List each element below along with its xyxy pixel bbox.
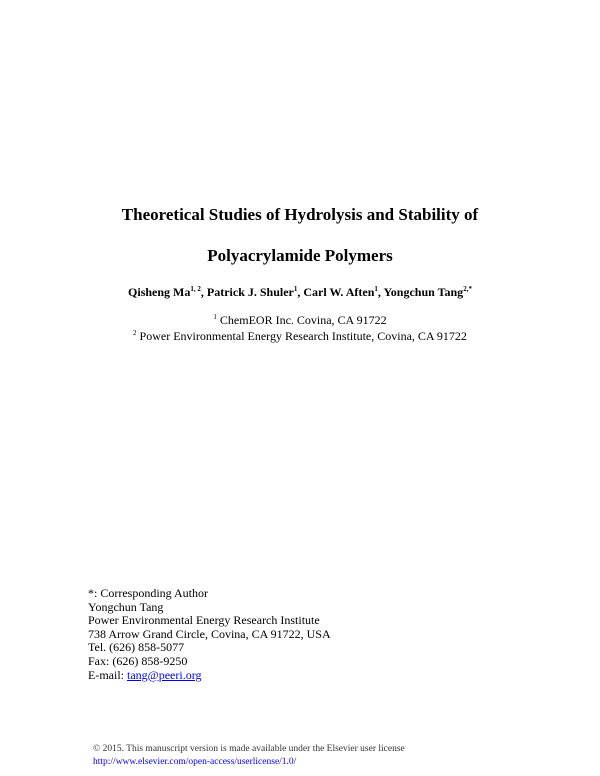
corresponding-author-tel: Tel. (626) 858-5077 <box>88 640 185 655</box>
author-name: Carl W. Aften <box>303 285 375 299</box>
affiliation-mark: 2 <box>133 329 137 337</box>
corresponding-author-heading: *: Corresponding Author <box>88 586 208 600</box>
author-name: Yongchun Tang <box>383 285 464 299</box>
license-url-link[interactable]: http://www.elsevier.com/open-access/userlicense/1.0/ <box>93 757 297 767</box>
affiliation-text: ChemEOR Inc. Covina, CA 91722 <box>219 313 387 327</box>
author-name: Qisheng Ma <box>128 285 191 299</box>
license-text: © 2015. This manuscript version is made available under the Elsevier user license <box>93 744 405 754</box>
affiliation-text: Power Environmental Energy Research Institute, Covina, CA 91722 <box>139 329 467 343</box>
author-name: Patrick J. Shuler <box>206 285 294 299</box>
corresponding-author-email-line <box>88 669 331 683</box>
author-affiliation-mark: 2,* <box>463 285 472 293</box>
author-separator: , <box>200 285 207 299</box>
paper-title-line-1: Theoretical Studies of Hydrolysis and Stability of <box>121 205 479 224</box>
author-affiliation-mark: 1 <box>374 285 378 293</box>
author-affiliation-mark: 1, 2 <box>190 285 201 293</box>
email-label: E-mail: <box>88 667 127 682</box>
corresponding-author-organization: Power Environmental Energy Research Institute <box>88 613 320 628</box>
paper-title-line-2: Polyacrylamide Polymers <box>207 246 393 265</box>
corresponding-author-block <box>88 587 331 682</box>
author-separator: , <box>297 285 304 299</box>
affiliation-mark: 1 <box>213 313 217 321</box>
license-footer <box>93 743 405 769</box>
corresponding-author-address: 738 Arrow Grand Circle, Covina, CA 91722, USA <box>88 626 331 641</box>
author-separator: , <box>377 285 384 299</box>
author-affiliation-mark: 1 <box>293 285 298 293</box>
author-list <box>0 285 600 300</box>
corresponding-author-fax: Fax: (626) 858-9250 <box>88 653 188 668</box>
email-link[interactable]: tang@peeri.org <box>127 667 202 682</box>
affiliation <box>0 329 600 344</box>
corresponding-author-name: Yongchun Tang <box>88 599 164 614</box>
affiliation <box>0 313 600 328</box>
